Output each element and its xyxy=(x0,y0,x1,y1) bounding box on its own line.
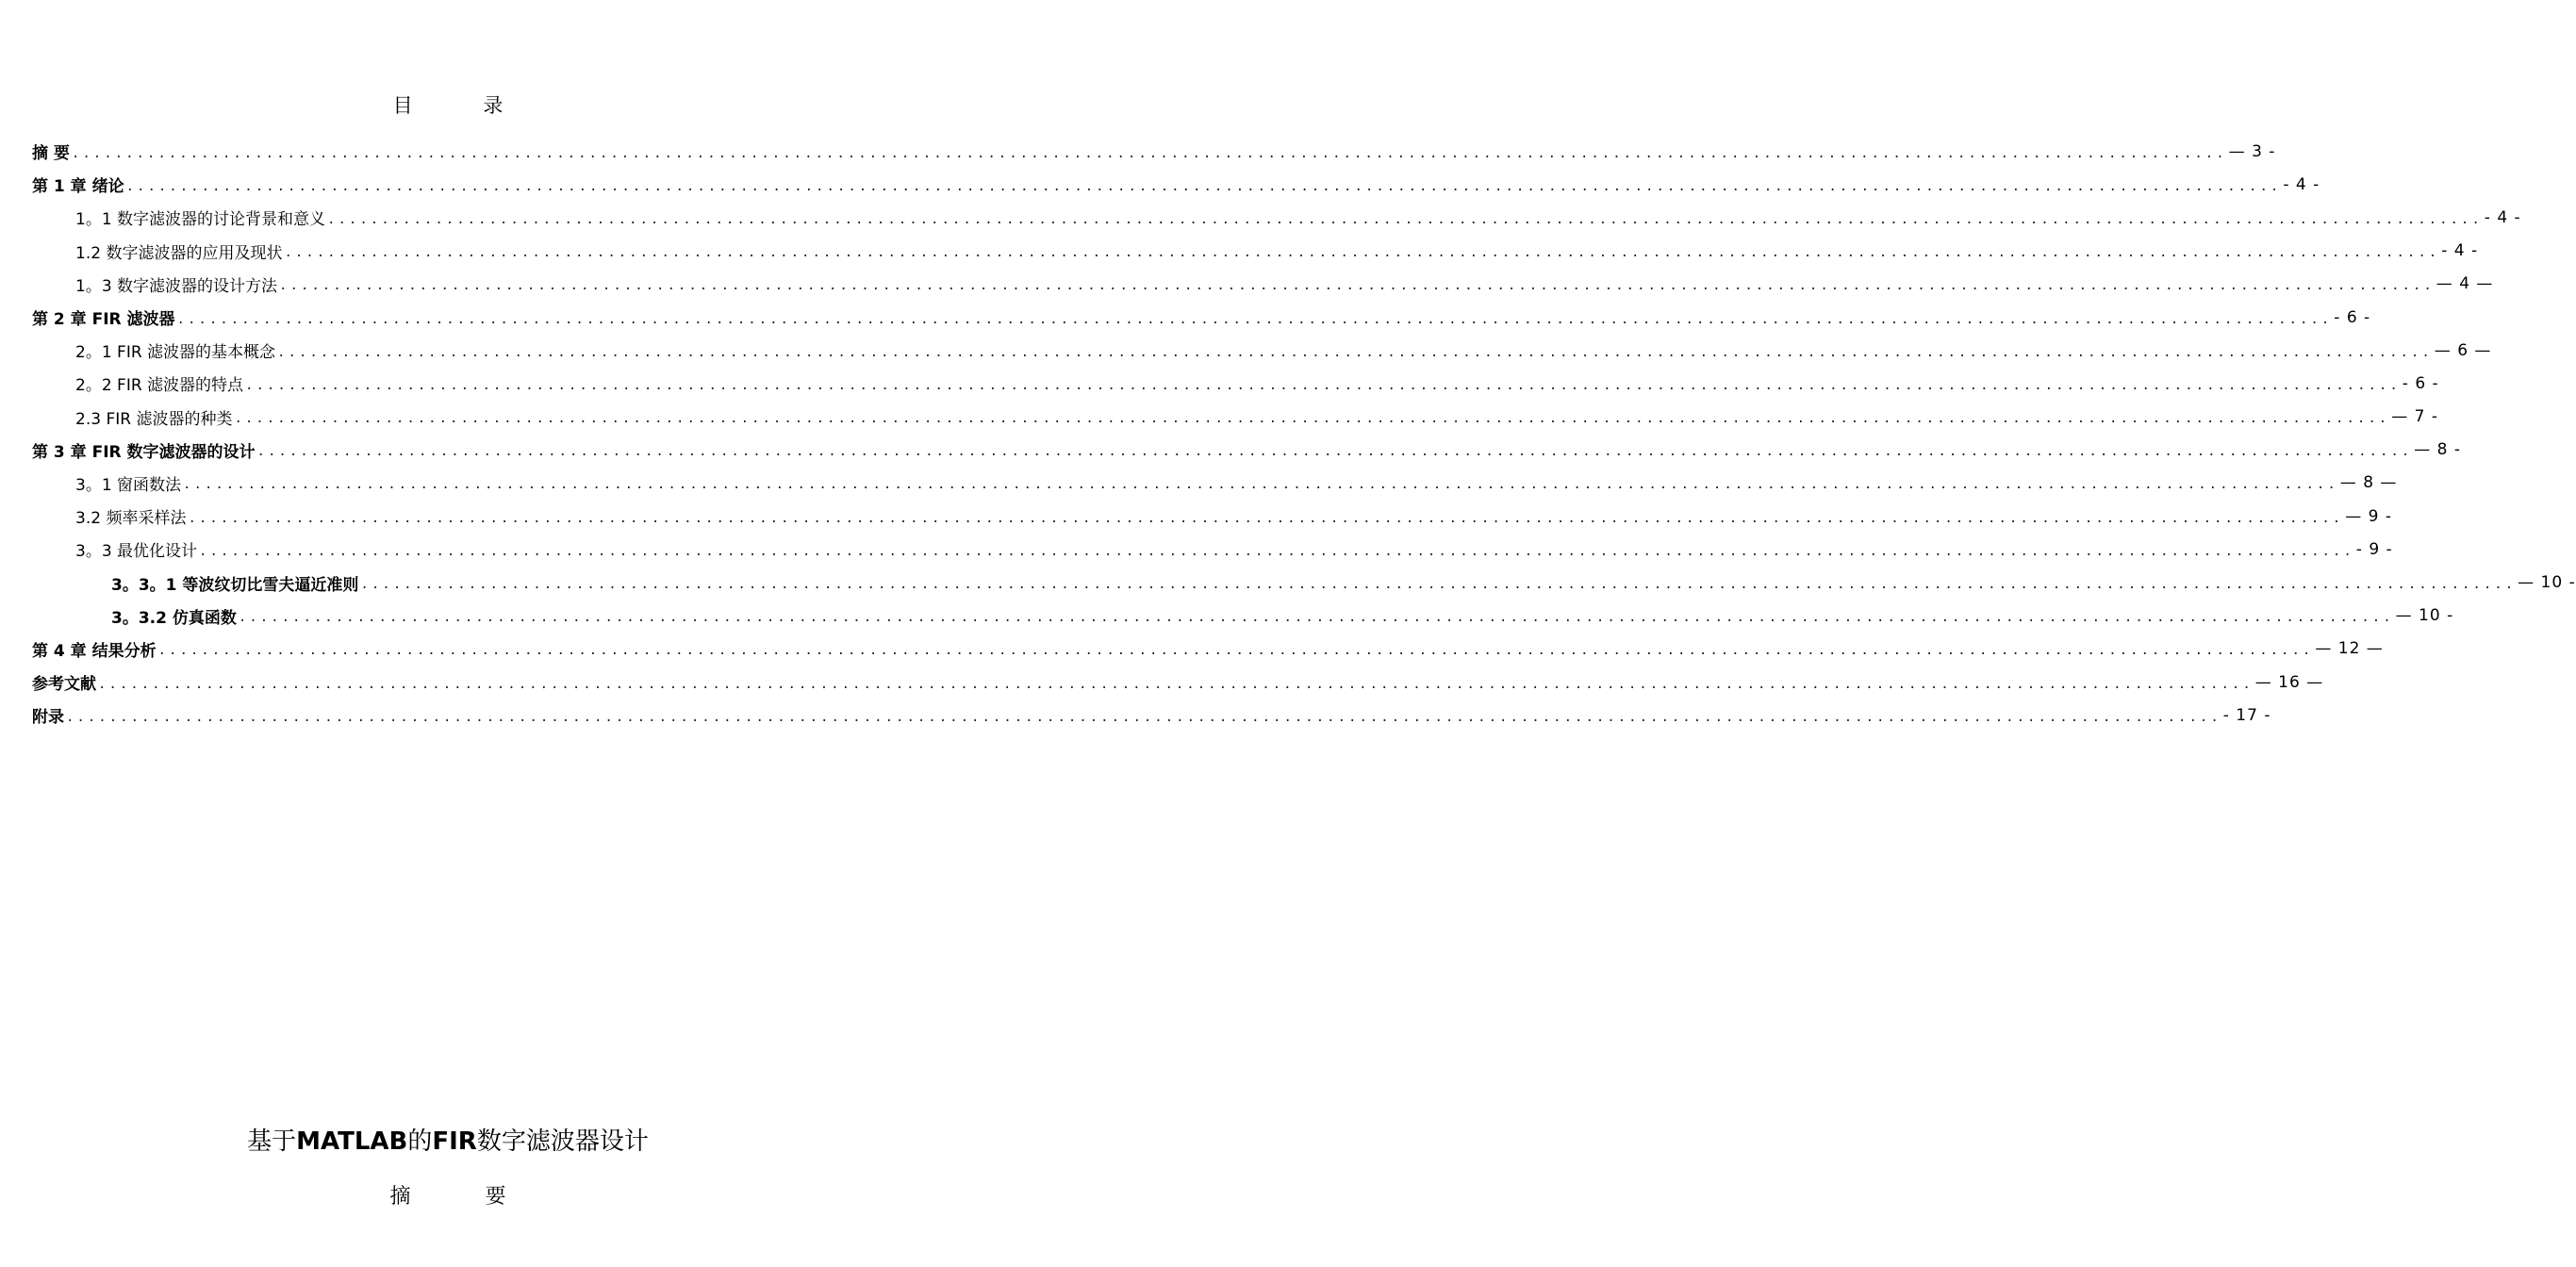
toc-entry-label: 3。3。1 等波纹切比雪夫逼近准则 xyxy=(111,575,359,595)
toc-entry-page: — 4 — xyxy=(2436,274,2494,294)
toc-entry[interactable] xyxy=(32,401,2438,434)
toc-entry-label: 2。1 FIR 滤波器的基本概念 xyxy=(75,343,276,363)
toc-entry-label: 1。1 数字滤波器的讨论背景和意义 xyxy=(75,210,326,230)
abstract-heading: 摘 要 xyxy=(389,1185,540,1209)
toc-entry[interactable] xyxy=(32,334,2492,367)
toc-entry[interactable] xyxy=(32,268,2494,301)
toc-entry-label: 第 4 章 结果分析 xyxy=(32,641,157,661)
toc-entry[interactable] xyxy=(32,367,2439,400)
toc-entry-page: — 8 — xyxy=(2339,473,2398,493)
toc-leader-dots: ........................................................................................................................................................................................................ xyxy=(66,709,2221,725)
toc-entry-label: 3.2 频率采样法 xyxy=(75,509,187,529)
toc-entry[interactable] xyxy=(32,699,2271,732)
toc-entry-page: - 6 - xyxy=(2402,373,2439,393)
toc-entry[interactable] xyxy=(32,500,2392,533)
toc-entry-page: - 9 - xyxy=(2355,539,2393,559)
toc-entry-page: — 10 - xyxy=(2395,606,2454,626)
toc-entry[interactable] xyxy=(32,533,2393,566)
toc-leader-dots: ........................................................................................................................................................................................................ xyxy=(188,510,2344,526)
document-title xyxy=(0,1122,896,1157)
toc-leader-dots: ........................................................................................................................................................................................................ xyxy=(238,610,2394,626)
toc-leader-dots: ........................................................................................................................................................................................................ xyxy=(284,245,2440,261)
toc-leader-dots: ........................................................................................................................................................................................................ xyxy=(234,411,2390,427)
toc-entry[interactable] xyxy=(32,235,2479,268)
toc-entry[interactable] xyxy=(32,566,2576,599)
toc-entry[interactable] xyxy=(32,633,2384,666)
toc-entry-label: 2.3 FIR 滤波器的种类 xyxy=(75,409,233,429)
toc-entry-label: 3。3.2 仿真函数 xyxy=(111,608,237,628)
toc-entry-label: 参考文献 xyxy=(32,675,96,695)
toc-leader-dots: ........................................................................................................................................................................................................ xyxy=(125,178,2282,194)
toc-entry-label: 摘 要 xyxy=(32,144,70,164)
toc-entry-page: — 10 - xyxy=(2518,573,2576,593)
toc-entry-page: - 4 - xyxy=(2484,207,2521,227)
toc-leader-dots: ........................................................................................................................................................................................................ xyxy=(98,676,2254,692)
toc-entry-label: 第 3 章 FIR 数字滤波器的设计 xyxy=(32,442,256,462)
toc-entry[interactable] xyxy=(32,666,2324,699)
toc-entry[interactable] xyxy=(32,168,2320,201)
title-part: 基于 xyxy=(247,1127,297,1156)
toc-entry-label: 1。3 数字滤波器的设计方法 xyxy=(75,276,278,296)
toc-entry-label: 第 2 章 FIR 滤波器 xyxy=(32,310,175,330)
toc-leader-dots: ........................................................................................................................................................................................................ xyxy=(360,577,2517,593)
toc-entry-page: — 7 - xyxy=(2391,407,2438,427)
toc-entry[interactable] xyxy=(32,135,2276,168)
toc-entry-page: — 6 — xyxy=(2434,340,2492,360)
toc-entry[interactable] xyxy=(32,201,2521,234)
toc-leader-dots: ........................................................................................................................................................................................................ xyxy=(256,444,2413,460)
toc-title: 目 录 xyxy=(392,94,536,117)
toc-entry-label: 3。1 窗函数法 xyxy=(75,475,182,495)
toc-entry-page: - 4 - xyxy=(2441,241,2479,261)
toc-entry-page: — 16 — xyxy=(2254,672,2324,692)
toc-leader-dots: ........................................................................................................................................................................................................ xyxy=(199,543,2354,559)
toc-entry-label: 2。2 FIR 滤波器的特点 xyxy=(75,376,244,396)
toc-leader-dots: ........................................................................................................................................................................................................ xyxy=(327,211,2483,227)
toc-entry-page: — 12 — xyxy=(2315,639,2384,659)
toc-entry-label: 附录 xyxy=(32,708,64,728)
toc-entry[interactable] xyxy=(32,467,2398,500)
toc-entry-page: — 9 - xyxy=(2345,506,2392,526)
toc-leader-dots: ........................................................................................................................................................................................................ xyxy=(279,278,2435,294)
toc-entry[interactable] xyxy=(32,434,2462,467)
toc-entry[interactable] xyxy=(32,600,2454,633)
toc-entry-page: — 3 - xyxy=(2228,141,2276,161)
toc-entry-label: 第 1 章 绪论 xyxy=(32,177,124,197)
toc-leader-dots: ........................................................................................................................................................................................................ xyxy=(277,344,2433,360)
title-part: 数字滤波器设计 xyxy=(476,1127,649,1156)
toc-leader-dots: ........................................................................................................................................................................................................ xyxy=(71,145,2227,161)
toc-entry[interactable] xyxy=(32,301,2371,334)
table-of-contents xyxy=(32,135,2576,732)
toc-entry-page: - 17 - xyxy=(2222,705,2271,725)
toc-entry-label: 3。3 最优化设计 xyxy=(75,542,198,562)
toc-entry-page: - 6 - xyxy=(2334,307,2371,327)
toc-entry-page: - 4 - xyxy=(2283,174,2320,194)
toc-entry-label: 1.2 数字滤波器的应用及现状 xyxy=(75,243,283,263)
title-part: FIR xyxy=(432,1127,477,1156)
toc-leader-dots: ........................................................................................................................................................................................................ xyxy=(157,643,2314,659)
toc-leader-dots: ........................................................................................................................................................................................................ xyxy=(176,311,2333,327)
toc-leader-dots: ........................................................................................................................................................................................................ xyxy=(245,377,2401,393)
toc-leader-dots: ........................................................................................................................................................................................................ xyxy=(183,477,2338,493)
title-part: 的 xyxy=(407,1127,433,1156)
toc-entry-page: — 8 - xyxy=(2414,440,2462,460)
title-part: MATLAB xyxy=(296,1127,408,1156)
